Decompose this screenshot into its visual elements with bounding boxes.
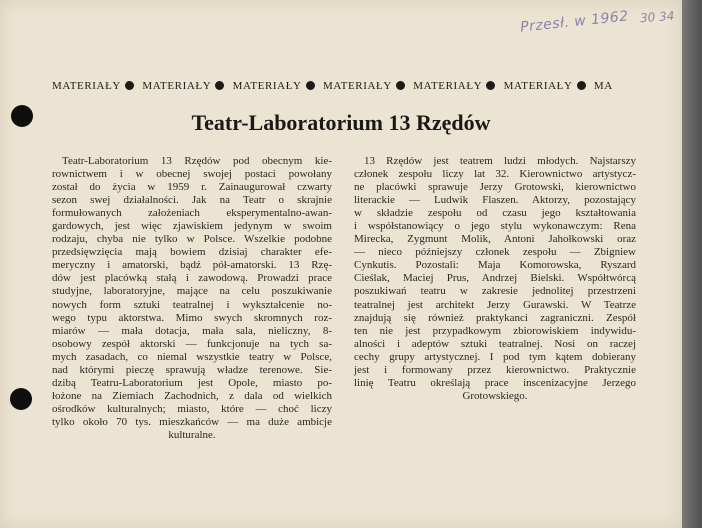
text-line: jest i formowany przez kierownictwo. Praktycznie: [354, 363, 636, 376]
bullet-dot-icon: [125, 81, 134, 90]
text-line: meryczny i amatorski, bądź pół-amatorski. 13 Rzę-: [52, 259, 332, 272]
text-line: Teatr-Laboratorium 13 Rzędów pod obecnym kie-: [62, 155, 332, 167]
text-line: linię Teatru określają prace inscenizacyjne Jerzego: [354, 376, 636, 389]
text-line: mych zasadach, co niemal wszystkie teatry w Polsce,: [52, 350, 332, 363]
banner-item: MATERIAŁY: [142, 80, 212, 92]
text-line: 13 Rzędów jest teatrem ludzi młodych. Najstarszy: [364, 155, 636, 167]
text-line: Grotowskiego.: [462, 389, 528, 402]
text-line: miarów — mała dotacja, mała sala, nieliczny, 8-: [52, 324, 332, 337]
text-line: i współstanowiący o jego stylu wykonawczym: Rena: [354, 220, 636, 233]
banner-item: MATERIAŁY: [52, 80, 121, 92]
text-line: został do życia w 1959 r. Zainaugurował czwarty: [52, 181, 332, 194]
text-line: wego typu aktorstwa. Mimo swych skromnych roz-: [52, 311, 332, 324]
text-line: Cynkutis. Pozostali: Maja Komorowska, Ryszard: [354, 259, 636, 272]
handwritten-note: Przesł. w 1962: [519, 8, 630, 36]
text-line: tylko około 70 tys. mieszkańców — ma duże ambicje: [52, 415, 332, 428]
text-line: dów jest placówką stałą i zawodową. Prowadzi prace: [52, 272, 332, 285]
text-line: cechy grupy artystycznej. I pod tym kątem dobierany: [354, 350, 636, 363]
article-left-column: [52, 155, 332, 442]
banner-item: MATERIAŁY: [232, 80, 302, 92]
text-line: kulturalne.: [168, 428, 216, 441]
text-line: gardowych, jest więc zjawiskiem jedynym w swoim: [52, 220, 332, 233]
handwritten-number: 30 34: [639, 8, 675, 26]
bullet-dot-icon: [306, 81, 315, 90]
scanner-background-edge: [682, 0, 702, 528]
banner-tail: MA: [593, 80, 613, 92]
text-line: znajdują się również praktykanci zagraniczni. Zespół: [354, 311, 636, 324]
text-line: — nieco późniejszy członek zespołu — Zbigniew: [354, 246, 636, 259]
text-line: dzibą Teatru-Laboratorium jest Opole, miasto po-: [52, 376, 332, 389]
text-line: poszukiwań teatru w zakresie jednolitej przestrzeni: [354, 285, 636, 298]
banner-item: MATERIAŁY: [503, 80, 573, 92]
text-line: ten nie jest przypadkowym zbiorowiskiem indywidu-: [354, 324, 636, 337]
bullet-dot-icon: [577, 81, 586, 90]
article-title: Teatr-Laboratorium 13 Rzędów: [191, 110, 491, 135]
text-line: nowych form sztuki teatralnej i wykształcenie no-: [52, 298, 332, 311]
text-line: ośrodków kulturalnych; miasto, które — choć liczy: [52, 402, 332, 415]
text-line: sezon swej działalności. Jak na Teatr o skrajnie: [52, 194, 332, 207]
text-line: rodzaju, chyba nie tylko w Polsce. Wszelkie podobne: [52, 233, 332, 246]
text-line: studyjne, laboratoryjne, mające na celu poszukiwanie: [52, 285, 332, 298]
text-line: Cieślak, Maciej Prus, Andrzej Bielski. Współtwórcą: [354, 272, 636, 285]
banner-item: MATERIAŁY: [322, 80, 392, 92]
bullet-dot-icon: [486, 81, 495, 90]
banner-item: MATERIAŁY: [413, 80, 483, 92]
punch-hole-bottom: [10, 388, 32, 410]
text-line: członek zespołu liczy lat 32. Kierownictwo artystycz-: [354, 168, 636, 181]
text-line: nad którymi pieczę sprawują władze terenowe. Sie-: [52, 363, 332, 376]
text-line: w składzie zespołu od czasu jego kształtowania: [354, 207, 636, 220]
text-line: Mirecka, Zygmunt Molik, Antoni Jahołkowski oraz: [354, 233, 636, 246]
article-right-column: [354, 155, 636, 403]
materials-banner: [52, 80, 632, 92]
text-line: formułowanych założeniach eksperymentalno-awan-: [52, 207, 332, 220]
text-line: przedsięwzięcia mają bowiem dzisiaj charakter efe-: [52, 246, 332, 259]
text-line: ne placówki sprawuje Jerzy Grotowski, kierownictwo: [354, 181, 636, 194]
text-line: alności i adeptów sztuki teatralnej. Nosi on raczej: [354, 337, 636, 350]
text-line: łożone na Ziemiach Zachodnich, z dala od wielkich: [52, 389, 332, 402]
text-line: osobowy zespół aktorski — funkcjonuje na tych sa-: [52, 337, 332, 350]
text-line: teatralnej jest architekt Jerzy Gurawski. W Teatrze: [354, 298, 636, 311]
bullet-dot-icon: [215, 81, 224, 90]
bullet-dot-icon: [396, 81, 405, 90]
text-line: literackie — Ludwik Flaszen. Aktorzy, pozostający: [354, 194, 636, 207]
text-line: rownictwem i w obecnej swojej postaci powołany: [52, 168, 332, 181]
